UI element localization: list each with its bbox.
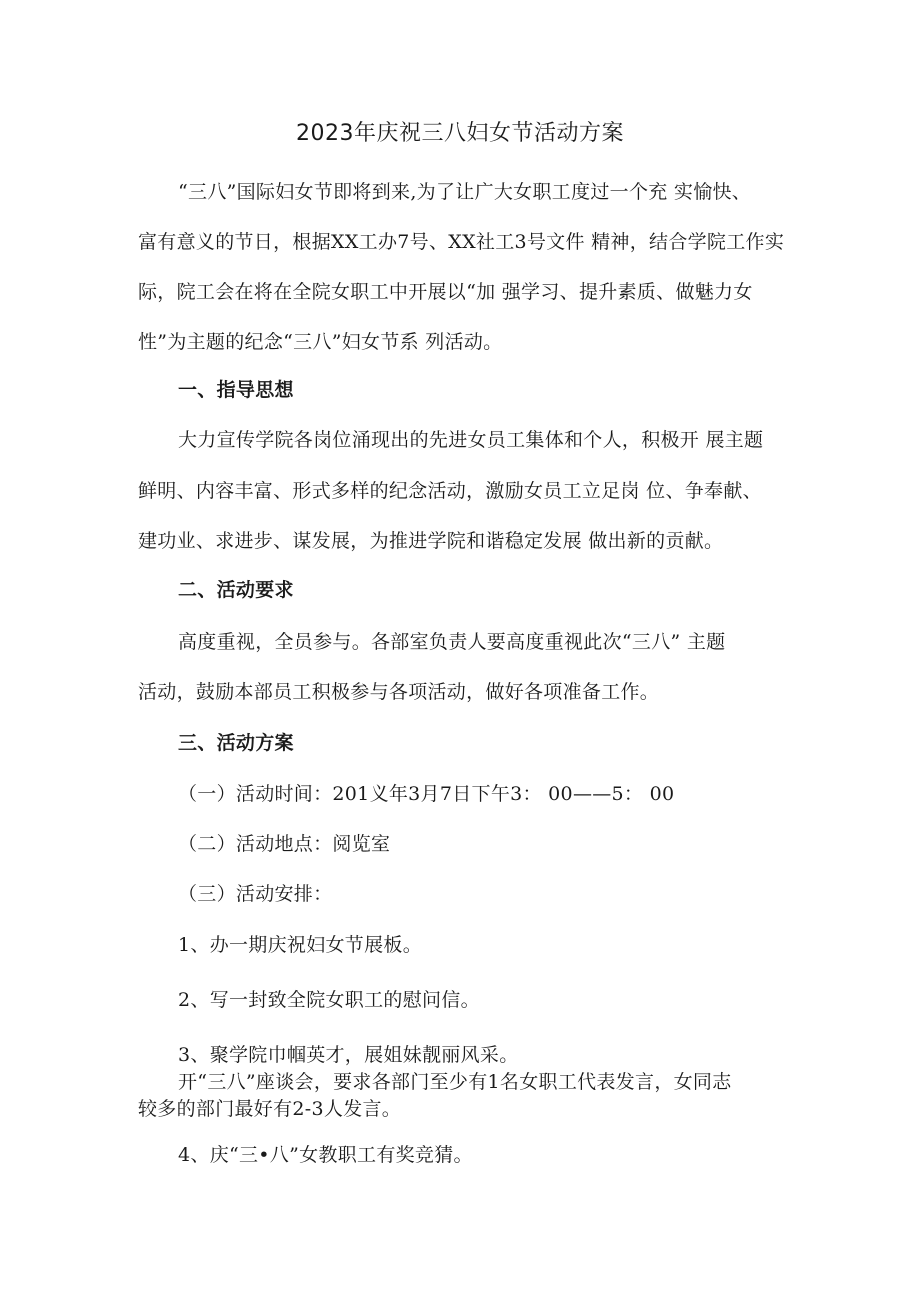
plan-arrangements: （三）活动安排： (178, 883, 333, 905)
requirements-line-1: 高度重视，全员参与。各部室负责人要高度重视此次“三八” 主题 (178, 631, 726, 653)
document-title: 2023年庆祝三八妇女节活动方案 (296, 121, 624, 146)
plan-item-1: 1、办一期庆祝妇女节展板。 (178, 934, 422, 956)
guiding-line-2: 鲜明、内容丰富、形式多样的纪念活动，激励女员工立足岗 位、争奉献、 (138, 480, 762, 502)
guiding-line-1: 大力宣传学院各岗位涌现出的先进女员工集体和个人，积极开 展主题 (178, 429, 764, 451)
intro-line-3: 际，院工会在将在全院女职工中开展以“加 强学习、提升素质、做魅力女 (138, 281, 753, 303)
plan-item-3-detail-1: 开“三八”座谈会，要求各部门至少有1名女职工代表发言，女同志 (178, 1071, 732, 1093)
plan-item-4: 4、庆“三•八”女教职工有奖竞猜。 (178, 1144, 473, 1166)
intro-line-4: 性”为主题的纪念“三八”妇女节系 列活动。 (138, 331, 503, 353)
guiding-line-3: 建功业、求进步、谋发展，为推进学院和谐稳定发展 做出新的贡献。 (138, 530, 724, 552)
plan-item-2: 2、写一封致全院女职工的慰问信。 (178, 989, 480, 1011)
plan-item-3-detail-2: 较多的部门最好有2-3人发言。 (138, 1098, 402, 1120)
intro-line-2: 富有意义的节日，根据XX工办7号、XX社工3号文件 精神，结合学院工作实 (138, 231, 785, 253)
plan-place: （二）活动地点：阅览室 (178, 833, 391, 855)
requirements-line-2: 活动，鼓励本部员工积极参与各项活动，做好各项准备工作。 (138, 681, 660, 703)
section-heading-plan: 三、活动方案 (178, 732, 294, 754)
section-heading-requirements: 二、活动要求 (178, 579, 294, 601)
section-heading-guiding: 一、指导思想 (178, 379, 294, 401)
plan-item-3: 3、聚学院巾帼英才，展姐妹靓丽风采。 (178, 1044, 519, 1066)
intro-line-1: “三八”国际妇女节即将到来,为了让广大女职工度过一个充 实愉快、 (178, 181, 752, 203)
plan-time: （一）活动时间：201义年3月7日下午3： 00——5： 00 (178, 783, 675, 805)
